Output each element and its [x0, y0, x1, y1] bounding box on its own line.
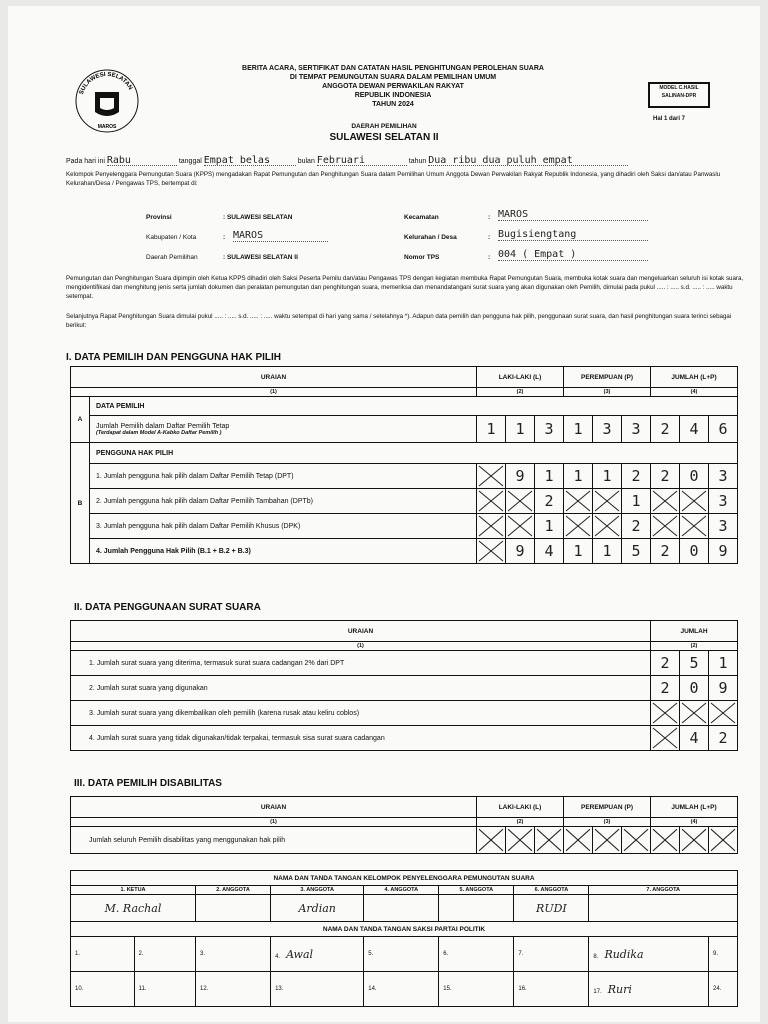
s3-digit-cell [709, 827, 738, 854]
kpps-signature-cell: Ardian [271, 895, 364, 922]
saksi-number: 13. [275, 986, 284, 992]
cross-mark-icon [651, 726, 679, 750]
s2-digit-cell: 5 [680, 651, 709, 676]
saksi-number: 15. [443, 986, 452, 992]
saksi-title: NAMA DAN TANDA TANGAN SAKSI PARTAI POLITIK [71, 922, 738, 937]
kpps-title: NAMA DAN TANDA TANGAN KELOMPOK PENYELENGGARA PEMUNGUTAN SUARA [71, 871, 738, 886]
saksi-cell [134, 972, 195, 1007]
saksi-number: 4. [275, 953, 281, 960]
s1-b-row-label: 3. Jumlah pengguna hak pilih dalam Daftar Pemilih Khusus (DPK) [90, 514, 477, 539]
s3-digit-cell [506, 827, 535, 854]
s1-a-letter: A [71, 397, 90, 443]
s2-digit-cell: 2 [651, 676, 680, 701]
s1-b-digit-cell: 2 [651, 464, 680, 489]
s1-a-digit-cell: 1 [564, 416, 593, 443]
s1-b-digit-cell: 0 [680, 539, 709, 564]
s1-b-digit-cell [564, 489, 593, 514]
kpps-signature-cell [196, 895, 271, 922]
saksi-cell [589, 972, 709, 1007]
saksi-signature: Awal [286, 947, 314, 961]
cross-mark-icon [564, 827, 592, 853]
saksi-cell [196, 972, 271, 1007]
saksi-cell [196, 937, 271, 972]
tanggal-label: tanggal [178, 158, 202, 165]
cross-mark-icon [593, 489, 621, 513]
s1-b-digit-cell: 2 [622, 464, 651, 489]
dapil-label: DAERAH PEMILIHAN [351, 123, 417, 130]
s1-n1: (1) [71, 388, 477, 397]
saksi-number: 9. [713, 951, 719, 957]
document-page: SULAWESI SELATAN MAROS BERITA ACARA, SERTIFIKAT DAN CATATAN HASIL PENGHITUNGAN PEROLEHAN SUARA DI TEMPAT PEMUNGUTAN SUARA DALAM PEMILIHAN UMUM ANGGOTA DEWAN PERWAKILAN RAKYAT REPUBLIK INDONESIA TAHUN 2024 MODEL C.HASIL SALINAN-DPR Hal 1 dari 7 DAERAH PEMILIHAN SULAWESI SELATAN II Pada hari ini Rabu tanggal Empat belas bulan Februari tahun Dua ribu dua puluh empat Kelompok Penyelenggara Pemungutan Suara (KPPS) mengadakan Rapat Pemungutan dan Penghitungan Suara dalam Pemilihan Umum Anggota Dewan Perwakilan Rakyat Republik Indonesia, yang dihadiri oleh Saksi dan/atau Panwaslu Kelurahan/Desa / Pengawas TPS, bertempat di: Provinsi : SULAWESI SELATAN Kabupaten / Kota : MAROS Daerah Pemilihan : SULAWESI SELATAN II Kecamatan : MAROS Kelurahan / Desa : Bugisiengtang Nomor TPS : 004 ( Empat ) Pemungutan dan Penghitungan Suara dipimpin oleh Ketua KPPS dihadiri oleh Saksi Peserta Pemilu dan/atau Pengawas TPS dengan kegiatan membuka Rapat Pemungutan Suara, membuka kotak suara dan mengeluarkan seluruh isi kotak suara, mengidentifikasi dan menghitung jenis serta jumlah dokumen dan peralatan pemungutan dan penghitungan suara, memeriksa dan menandatangani surat suara yang akan digunakan oleh Pemilih, dimulai pada pukul ..... : ..... s.d. ..... : ..... waktu setempat. Selanjutnya Rapat Penghitungan Suara dimulai pukul ..... : ..... s.d. ..... : ..... waktu setempat di hari yang sama / setelahnya *). Adapun data pemilih dan pengguna hak pilih, penggunaan surat suara, dan hasil penghitungan suara terinci sebagai berikut: I. DATA PEMILIH DAN PENGGUNA HAK PILIH URAIAN LAKI-LAKI (L) PEREMPUAN (P) JUMLAH (L+P) (1) (2) (3) (4) A DATA PEMILIH Jumlah Pemilih dalam Daftar Pemilih Tetap (Terdapat dalam Model A-Kabko Daftar Pemilih ) 1 1 3 1 3 3 2 4 6 B PENGGUNA HAK PILIH 1. Jumlah pengguna hak pilih dalam Daftar Pemilih Tetap (DPT) 9 1 1 1 2 2 0 3 2. Jumlah pengguna hak pilih dalam Daftar Pemilih Tambahan (DPTb) 2 1 3 3. Jumlah pengguna hak pilih dalam Daftar Pemilih Khusus (DPK) 1 2 3 4. Jumlah Pengguna Hak Pilih (B.1 + B.2 + B.3) 9 4 1 1 5 2 0 9 II. DATA PENGGUNAAN SURAT SUARA URAIAN JUMLAH (1) (2) 1. Jumlah surat suara yang diterima, termasuk surat suara cadangan 2% dari DPT 2 5 1 2. Jumlah surat suara yang digunakan 2 0 9 3. Jumlah surat suara yang dikembalikan oleh pemilih (karena rusak atau keliru coblos) 4. Jumlah surat suara yang tidak digunakan/tidak terpakai, termasuk sisa surat suara cadangan 4 2 III. DATA PEMILIH DISABILITAS URAIAN LAKI-LAKI (L) PEREMPUAN (P) JUMLAH (L+P) (1) (2) (3) (4) Jumlah seluruh Pemilih disabilitas yang menggunakan hak pilih NAMA DAN TANDA TANGAN KELOMPOK PENYELENGGARA PEMUNGUTAN SUARA 1. KETUA 2. ANGGOTA 3. ANGGOTA 4. ANGGOTA 5. ANGGOTA 6. ANGGOTA 7. ANGGOTA M. Rachal Ardian RUDI NAMA DAN TANDA TANGAN SAKSI PARTAI POLITIK 1. 2. 3. 4. Awal 5. 6. 7. 8. Rudika 9. 10. 11. 12. 13. 14. 15. 16. 17. Ruri 24. [8, 6, 760, 1022]
saksi-cell [439, 937, 514, 972]
intro-line [66, 156, 746, 166]
saksi-cell [439, 972, 514, 1007]
signature-table [70, 870, 738, 1007]
header-line-4: REPUBLIK INDONESIA [354, 92, 432, 99]
tahun-label: tahun [408, 158, 427, 165]
s3-digit-cell [477, 827, 506, 854]
s1-b-digit-cell: 9 [709, 539, 738, 564]
saksi-number: 5. [368, 951, 374, 957]
kecamatan-value: MAROS [498, 209, 648, 221]
saksi-cell [271, 972, 364, 1007]
cross-mark-icon [564, 514, 592, 538]
s1-b-digit-cell [477, 464, 506, 489]
cross-mark-icon [593, 827, 621, 853]
s2-row-label [71, 701, 651, 726]
cross-mark-icon [564, 489, 592, 513]
kpps-role-label: 5. ANGGOTA [439, 886, 514, 895]
s3-digit-cell [535, 827, 564, 854]
s1-col-p: PEREMPUAN (P) [564, 367, 651, 388]
s3-n1: (1) [71, 818, 477, 827]
model-code-1: MODEL C.HASIL [659, 85, 699, 91]
s1-b-digit-cell: 1 [564, 464, 593, 489]
cross-mark-icon [709, 701, 737, 725]
s1-b-digit-cell [651, 489, 680, 514]
s2-row-label: 4. Jumlah surat suara yang tidak digunakan/tidak terpakai, termasuk sisa surat suara cadangan [71, 726, 651, 751]
s1-a-digit-cell: 2 [651, 416, 680, 443]
kpps-signature-cell: RUDI [514, 895, 589, 922]
saksi-cell [514, 972, 589, 1007]
s1-b-digit-cell [593, 489, 622, 514]
s3-n4: (4) [651, 818, 738, 827]
s1-a-digit-cell: 4 [680, 416, 709, 443]
header-line-1: BERITA ACARA, SERTIFIKAT DAN CATATAN HASIL PENGHITUNGAN PEROLEHAN SUARA [242, 65, 544, 72]
section-3-title: III. DATA PEMILIH DISABILITAS [74, 778, 222, 789]
section-3-table [70, 796, 738, 854]
s1-b-digit-cell [506, 514, 535, 539]
kpps-role-label: 4. ANGGOTA [364, 886, 439, 895]
kpps-signature-cell: M. Rachal [71, 895, 196, 922]
cross-mark-icon [535, 827, 563, 853]
s3-col-p: PEREMPUAN (P) [564, 797, 651, 818]
s2-digit-cell: 2 [651, 651, 680, 676]
cross-mark-icon [506, 489, 534, 513]
tps-value: 004 ( Empat ) [498, 249, 648, 261]
s1-b-digit-cell: 5 [622, 539, 651, 564]
saksi-cell [364, 972, 439, 1007]
s3-digit-cell [651, 827, 680, 854]
bulan-value: Februari [317, 156, 407, 166]
s2-digit-cell [680, 701, 709, 726]
saksi-signature: Ruri [607, 982, 632, 996]
s1-b-digit-cell [593, 514, 622, 539]
kecamatan-label: Kecamatan [404, 214, 439, 221]
cross-mark-icon [680, 489, 708, 513]
dapil-field-label: Daerah Pemilihan [146, 254, 198, 261]
s2-row-label: 2. Jumlah surat suara yang digunakan [71, 676, 651, 701]
s1-b-digit-cell: 3 [709, 464, 738, 489]
s1-b-digit-cell: 3 [709, 489, 738, 514]
s2-digit-cell: 0 [680, 676, 709, 701]
s1-b-digit-cell: 2 [622, 514, 651, 539]
s2-digit-cell [709, 701, 738, 726]
kpps-signature-cell [364, 895, 439, 922]
saksi-cell [71, 937, 135, 972]
s1-b-digit-cell: 2 [651, 539, 680, 564]
model-code-box [648, 82, 710, 108]
saksi-cell [709, 937, 738, 972]
s1-b-digit-cell: 9 [506, 539, 535, 564]
saksi-number: 17. [593, 988, 602, 995]
s1-b-digit-cell: 1 [622, 489, 651, 514]
header-line-5: TAHUN 2024 [372, 101, 414, 108]
s1-b-row-label: 2. Jumlah pengguna hak pilih dalam Daftar Pemilih Tambahan (DPTb) [90, 489, 477, 514]
s3-digit-cell [622, 827, 651, 854]
logo-top-text: SULAWESI SELATAN [78, 71, 134, 96]
s3-n3: (3) [564, 818, 651, 827]
paragraph-3: Selanjutnya Rapat Penghitungan Suara dimulai pukul ..... : ..... s.d. ..... : ..... waktu setempat di hari yang sama / setelahnya *). Adapun data pemilih dan pengguna hak pilih, penggunaan surat suara, dan hasil penghitungan suara terinci sebagai berikut: [66, 313, 732, 329]
cross-mark-icon [477, 464, 505, 488]
kelurahan-label: Kelurahan / Desa [404, 234, 457, 241]
s2-col-j: JUMLAH [651, 621, 738, 642]
cross-mark-icon [651, 514, 679, 538]
s1-a-digit-cell: 1 [477, 416, 506, 443]
cross-mark-icon [651, 489, 679, 513]
s1-a-digit-cell: 3 [622, 416, 651, 443]
s1-n2: (2) [477, 388, 564, 397]
s1-b-digit-cell [680, 489, 709, 514]
bulan-label: bulan [297, 158, 315, 165]
saksi-number: 11. [138, 986, 147, 992]
kpps-role-label: 2. ANGGOTA [196, 886, 271, 895]
saksi-number: 8. [593, 953, 599, 960]
saksi-number: 1. [75, 951, 81, 957]
provinsi-label: Provinsi [146, 214, 172, 221]
saksi-cell [134, 937, 195, 972]
s1-a-row-sub: (Terdapat dalam Model A-Kabko Daftar Pemilih ) [96, 429, 222, 436]
cross-mark-icon [651, 701, 679, 725]
section-2-title: II. DATA PENGGUNAAN SURAT SUARA [74, 602, 261, 613]
kpps-role-label: 6. ANGGOTA [514, 886, 589, 895]
saksi-cell [709, 972, 738, 1007]
saksi-cell [514, 937, 589, 972]
s3-col-uraian: URAIAN [71, 797, 477, 818]
saksi-number: 12. [200, 986, 209, 992]
s1-col-l: LAKI-LAKI (L) [477, 367, 564, 388]
saksi-number: 2. [138, 951, 144, 957]
s2-digit-cell: 1 [709, 651, 738, 676]
model-code-2: SALINAN-DPR [661, 93, 697, 99]
kpps-signature-cell [589, 895, 738, 922]
tps-label: Nomor TPS [404, 254, 440, 261]
s2-row-label: 1. Jumlah surat suara yang diterima, termasuk surat suara cadangan 2% dari DPT [71, 651, 651, 676]
s1-b-title: PENGGUNA HAK PILIH [90, 443, 738, 464]
cross-mark-icon [477, 514, 505, 538]
s1-b-digit-cell: 1 [593, 539, 622, 564]
s1-a-row-text: Jumlah Pemilih dalam Daftar Pemilih Tetap [96, 422, 230, 430]
saksi-signature: Rudika [604, 947, 644, 961]
s3-digit-cell [680, 827, 709, 854]
provinsi-value: : SULAWESI SELATAN [223, 214, 293, 221]
saksi-number: 10. [75, 986, 84, 992]
kpps-role-label: 1. KETUA [71, 886, 196, 895]
s3-digit-cell [593, 827, 622, 854]
kpps-role-label: 3. ANGGOTA [271, 886, 364, 895]
dapil-field-value: : SULAWESI SELATAN II [223, 254, 298, 261]
saksi-cell [364, 937, 439, 972]
s1-b-digit-cell: 9 [506, 464, 535, 489]
s2-col-uraian: URAIAN [71, 621, 651, 642]
saksi-number: 14. [368, 986, 377, 992]
saksi-number: 6. [443, 951, 449, 957]
s1-b-digit-cell: 2 [535, 489, 564, 514]
s1-b-digit-cell: 0 [680, 464, 709, 489]
s1-col-j: JUMLAH (L+P) [651, 367, 738, 388]
kabupaten-label: Kabupaten / Kota [146, 234, 197, 241]
tahun-value: Dua ribu dua puluh empat [428, 156, 628, 166]
header-line-2: DI TEMPAT PEMUNGUTAN SUARA DALAM PEMILIHAN UMUM [289, 74, 497, 81]
s3-digit-cell [564, 827, 593, 854]
s1-b-digit-cell: 1 [535, 514, 564, 539]
cross-mark-icon [593, 514, 621, 538]
s1-b-digit-cell: 1 [564, 539, 593, 564]
header-line-3: ANGGOTA DEWAN PERWAKILAN RAKYAT [322, 83, 464, 90]
cross-mark-icon [680, 827, 708, 853]
saksi-number: 24. [713, 986, 722, 992]
s2-digit-cell: 4 [680, 726, 709, 751]
dapil-title: SULAWESI SELATAN II [329, 132, 439, 143]
s1-a-digit-cell: 3 [593, 416, 622, 443]
s1-b-digit-cell [651, 514, 680, 539]
s1-b-row-label: 4. Jumlah Pengguna Hak Pilih (B.1 + B.2 + B.3) [90, 539, 477, 564]
saksi-number: 16. [518, 986, 527, 992]
s1-n4: (4) [651, 388, 738, 397]
s1-b-digit-cell [506, 489, 535, 514]
hari-value: Rabu [107, 156, 177, 166]
cross-mark-icon [680, 514, 708, 538]
tanggal-value: Empat belas [204, 156, 296, 166]
kpps-role-label: 7. ANGGOTA [589, 886, 738, 895]
intro-paragraph: Kelompok Penyelenggara Pemungutan Suara (KPPS) mengadakan Rapat Pemungutan dan Penghitungan Suara dalam Pemilihan Umum Anggota Dewan Perwakilan Rakyat Republik Indonesia, yang dihadiri oleh Saksi dan/atau Panwaslu Kelurahan/Desa / Pengawas TPS, bertempat di: [66, 171, 721, 187]
s1-b-digit-cell [680, 514, 709, 539]
page-label: Hal 1 dari 7 [653, 116, 686, 122]
cross-mark-icon [477, 539, 505, 563]
cross-mark-icon [709, 827, 737, 853]
pada-hari-label: Pada hari ini [66, 158, 105, 165]
cross-mark-icon [506, 514, 534, 538]
s1-n3: (3) [564, 388, 651, 397]
s2-digit-cell: 2 [709, 726, 738, 751]
kabupaten-value: MAROS [233, 230, 328, 242]
s1-b-letter: B [71, 443, 90, 564]
s1-a-digit-cell: 6 [709, 416, 738, 443]
cross-mark-icon [651, 827, 679, 853]
s2-n2: (2) [651, 642, 738, 651]
s1-a-digit-cell: 1 [506, 416, 535, 443]
cross-mark-icon [477, 827, 505, 853]
s1-b-digit-cell [477, 514, 506, 539]
section-1-title: I. DATA PEMILIH DAN PENGGUNA HAK PILIH [66, 352, 281, 363]
s1-a-digit-cell: 3 [535, 416, 564, 443]
cross-mark-icon [622, 827, 650, 853]
saksi-number: 7. [518, 951, 524, 957]
saksi-number: 3. [200, 951, 206, 957]
cross-mark-icon [680, 701, 708, 725]
paragraph-2: Pemungutan dan Penghitungan Suara dipimpin oleh Ketua KPPS dihadiri oleh Saksi Peserta Pemilu dan/atau Pengawas TPS dengan kegiatan membuka Rapat Pemungutan Suara, membuka kotak suara dan mengeluarkan seluruh isi kotak suara, mengidentifikasi dan menghitung jenis serta jumlah dokumen dan peralatan pemungutan dan penghitungan suara, memeriksa dan menandatangani surat suara yang akan digunakan oleh Pemilih, dimulai pada pukul ..... : ..... s.d. ..... : ..... waktu setempat. [66, 275, 744, 300]
logo-bottom-text: MAROS [97, 124, 117, 130]
s3-col-j: JUMLAH (L+P) [651, 797, 738, 818]
saksi-cell [589, 937, 709, 972]
s3-col-l: LAKI-LAKI (L) [477, 797, 564, 818]
document-header [158, 64, 628, 109]
s1-b-digit-cell: 3 [709, 514, 738, 539]
s1-b-digit-cell [477, 539, 506, 564]
s3-row-label: Jumlah seluruh Pemilih disabilitas yang menggunakan hak pilih [71, 827, 477, 854]
s1-a-row-label [90, 416, 477, 443]
s1-b-digit-cell [477, 489, 506, 514]
section-1-table [70, 366, 738, 564]
s1-col-uraian: URAIAN [71, 367, 477, 388]
saksi-cell [271, 937, 364, 972]
s3-n2: (2) [477, 818, 564, 827]
kpps-signature-cell [439, 895, 514, 922]
s1-b-digit-cell: 4 [535, 539, 564, 564]
s2-digit-cell: 9 [709, 676, 738, 701]
s1-b-digit-cell [564, 514, 593, 539]
cross-mark-icon [477, 489, 505, 513]
s2-digit-cell [651, 701, 680, 726]
cross-mark-icon [506, 827, 534, 853]
s1-a-title: DATA PEMILIH [90, 397, 738, 416]
s2-row-3-text: 3. Jumlah surat suara yang dikembalikan oleh pemilih (karena rusak atau keliru coblos) [89, 709, 360, 717]
section-2-table [70, 620, 738, 751]
s1-b-digit-cell: 1 [593, 464, 622, 489]
s2-n1: (1) [71, 642, 651, 651]
s1-b-digit-cell: 1 [535, 464, 564, 489]
s1-b-row-label: 1. Jumlah pengguna hak pilih dalam Daftar Pemilih Tetap (DPT) [90, 464, 477, 489]
saksi-cell [71, 972, 135, 1007]
s2-digit-cell [651, 726, 680, 751]
kelurahan-value: Bugisiengtang [498, 229, 648, 241]
